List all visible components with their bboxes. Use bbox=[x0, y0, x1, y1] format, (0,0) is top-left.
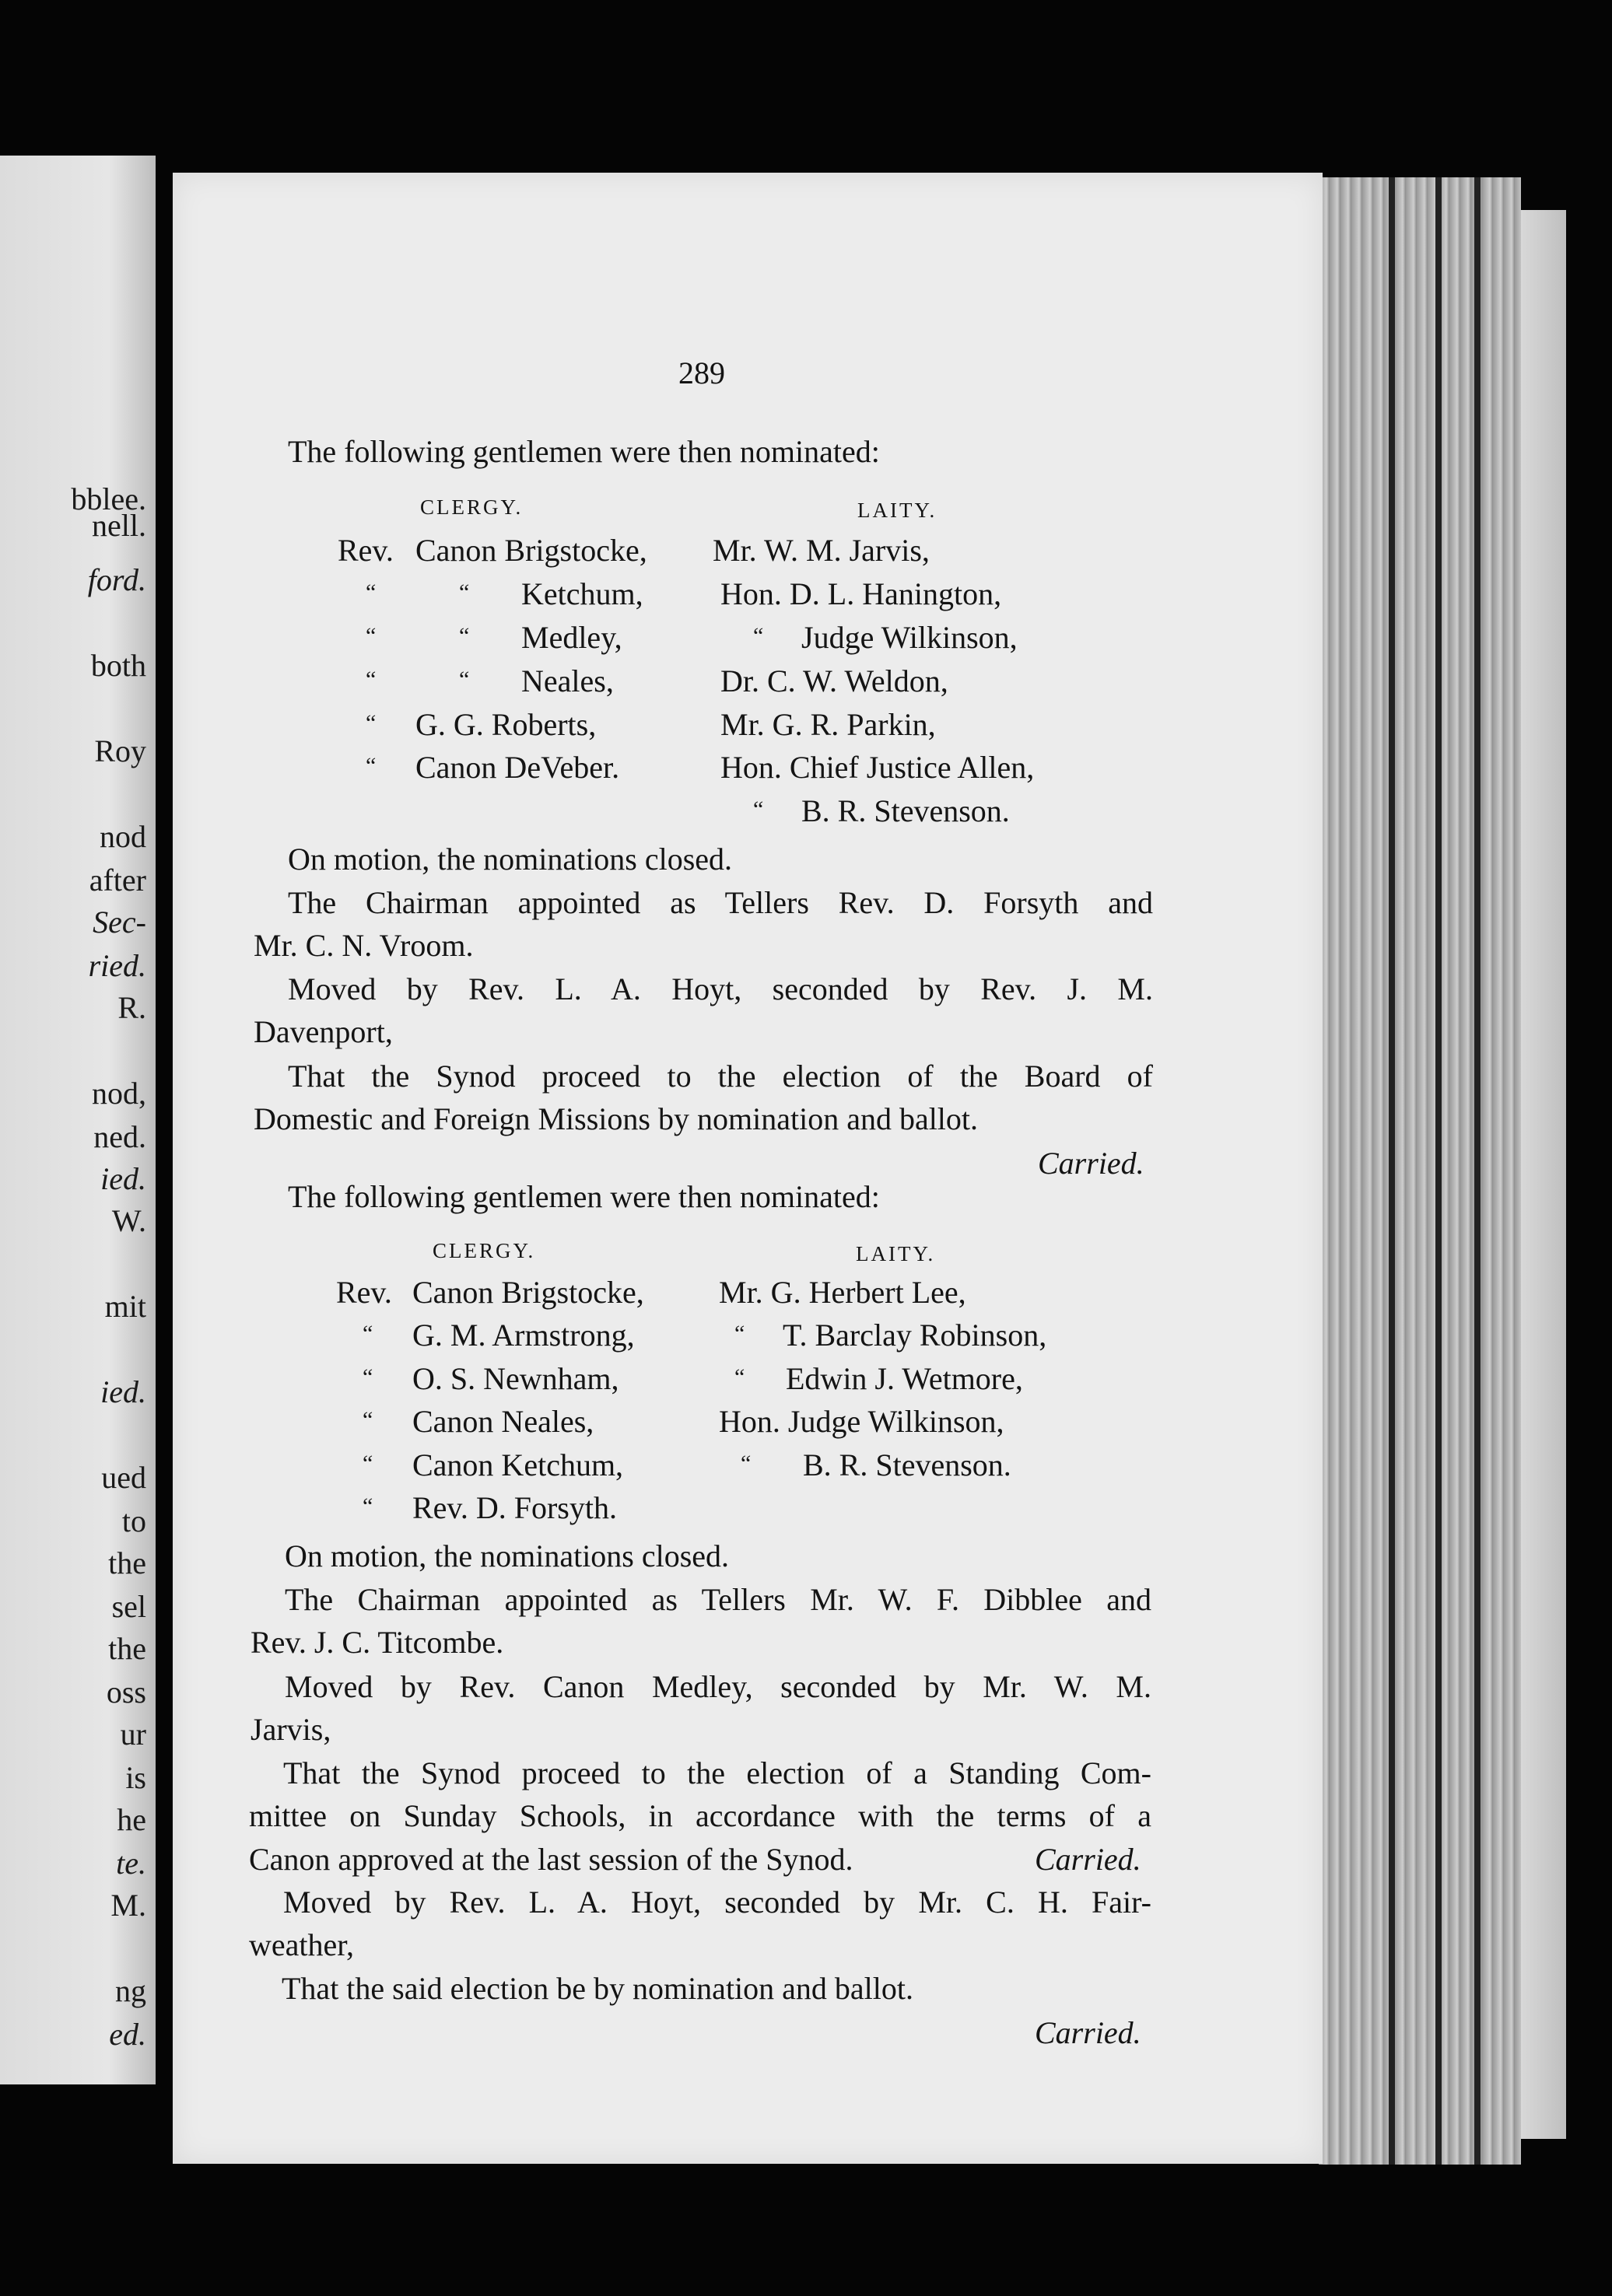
ditto-mark: “ bbox=[459, 667, 470, 692]
left-fragment: ur bbox=[120, 1717, 146, 1752]
ditto-mark: “ bbox=[363, 1321, 373, 1346]
laity-name: Mr. W. M. Jarvis, bbox=[713, 533, 930, 568]
left-page-fragment bbox=[0, 156, 156, 2084]
paragraph-text: On motion, the nominations closed. bbox=[285, 1538, 730, 1573]
left-fragment: W. bbox=[111, 1203, 146, 1238]
ditto-mark: “ bbox=[363, 1493, 373, 1519]
laity-name: Hon. Judge Wilkinson, bbox=[719, 1404, 1004, 1439]
paragraph-text: Moved by Rev. L. A. Hoyt, seconded by Mr. C. H. Fair- bbox=[283, 1885, 1151, 1920]
laity-name: B. R. Stevenson. bbox=[801, 793, 1010, 828]
clergy-name: O. S. Newnham, bbox=[412, 1361, 619, 1396]
laity-name: Mr. G. R. Parkin, bbox=[720, 707, 936, 742]
page-edge-outer bbox=[1521, 210, 1566, 2139]
paragraph-text: The Chairman appointed as Tellers Mr. W. F. Dibblee and bbox=[285, 1582, 1151, 1617]
left-fragment: ned. bbox=[93, 1119, 146, 1154]
left-fragment: the bbox=[108, 1631, 146, 1666]
laity-header-2: LAITY. bbox=[856, 1242, 936, 1265]
paragraph-text: That the said election be by nomination and ballot. bbox=[282, 1971, 914, 2006]
nomination-intro-2: The following gentlemen were then nominated: bbox=[288, 1179, 880, 1214]
clergy-name: Canon Ketchum, bbox=[412, 1447, 624, 1482]
ditto-mark: “ bbox=[363, 1407, 373, 1433]
laity-name: T. Barclay Robinson, bbox=[783, 1318, 1047, 1353]
left-fragment: oss bbox=[106, 1675, 146, 1710]
ditto-mark: “ bbox=[366, 623, 377, 649]
ditto-mark: “ bbox=[366, 667, 377, 692]
clergy-name: Canon Brigstocke, bbox=[415, 533, 647, 568]
ditto-mark: “ bbox=[753, 623, 764, 649]
laity-header-1: LAITY. bbox=[857, 499, 937, 522]
laity-name: Edwin J. Wetmore, bbox=[786, 1361, 1023, 1396]
paragraph-text: That the Synod proceed to the election of the Board of bbox=[288, 1059, 1153, 1094]
clergy-name: Medley, bbox=[521, 620, 622, 655]
paragraph-text: mittee on Sunday Schools, in accordance with the terms of a bbox=[249, 1798, 1151, 1833]
clergy-name: Rev. D. Forsyth. bbox=[412, 1490, 617, 1525]
laity-name: Judge Wilkinson, bbox=[801, 620, 1018, 655]
left-fragment: ford. bbox=[87, 562, 146, 597]
carried-note: Carried. bbox=[1035, 1842, 1141, 1877]
paragraph-text: On motion, the nominations closed. bbox=[288, 842, 733, 877]
left-fragment: mit bbox=[104, 1289, 146, 1324]
paragraph-text: Rev. J. C. Titcombe. bbox=[251, 1625, 504, 1660]
left-fragment: he bbox=[117, 1802, 146, 1837]
left-fragment: R. bbox=[117, 990, 146, 1025]
clergy-name: Canon DeVeber. bbox=[415, 750, 620, 785]
left-fragment: bblee. bbox=[71, 481, 146, 516]
clergy-prefix: Rev. bbox=[336, 1275, 392, 1310]
left-fragment: ed. bbox=[109, 2017, 146, 2052]
laity-name: Hon. D. L. Hanington, bbox=[720, 576, 1002, 611]
carried-note: Carried. bbox=[1038, 1146, 1144, 1181]
clergy-name: Canon Neales, bbox=[412, 1404, 594, 1439]
clergy-name: G. M. Armstrong, bbox=[412, 1318, 635, 1353]
paragraph-text: Mr. C. N. Vroom. bbox=[254, 928, 474, 963]
paragraph-text: Moved by Rev. L. A. Hoyt, seconded by Rev. J. M. bbox=[288, 971, 1153, 1006]
paragraph-text: Davenport, bbox=[254, 1014, 393, 1049]
ditto-mark: “ bbox=[459, 579, 470, 605]
paragraph-text: The Chairman appointed as Tellers Rev. D. Forsyth and bbox=[288, 885, 1153, 920]
ditto-mark: “ bbox=[363, 1451, 373, 1476]
ditto-mark: “ bbox=[741, 1451, 752, 1476]
laity-name: Mr. G. Herbert Lee, bbox=[719, 1275, 966, 1310]
left-fragment: sel bbox=[111, 1589, 146, 1624]
paragraph-text: That the Synod proceed to the election of a Standing Com- bbox=[283, 1755, 1151, 1790]
paragraph-text: Jarvis, bbox=[251, 1712, 331, 1747]
laity-name: Hon. Chief Justice Allen, bbox=[720, 750, 1035, 785]
ditto-mark: “ bbox=[366, 710, 377, 736]
left-fragment: nell. bbox=[92, 508, 146, 543]
ditto-mark: “ bbox=[734, 1364, 745, 1390]
left-fragment: Sec- bbox=[93, 905, 146, 940]
nomination-intro-1: The following gentlemen were then nominated: bbox=[288, 434, 880, 469]
left-fragment: nod bbox=[100, 819, 146, 854]
clergy-name: G. G. Roberts, bbox=[415, 707, 597, 742]
ditto-mark: “ bbox=[363, 1364, 373, 1390]
left-fragment: is bbox=[125, 1760, 146, 1795]
paragraph-text: Canon approved at the last session of the Synod. bbox=[249, 1842, 853, 1877]
page-edges bbox=[1319, 177, 1521, 2165]
ditto-mark: “ bbox=[366, 579, 377, 605]
laity-name: B. R. Stevenson. bbox=[803, 1447, 1011, 1482]
ditto-mark: “ bbox=[366, 753, 377, 779]
left-fragment: ied. bbox=[100, 1374, 146, 1409]
left-fragment: to bbox=[121, 1503, 146, 1538]
left-fragment: ued bbox=[101, 1460, 146, 1495]
left-fragment: Roy bbox=[94, 733, 146, 768]
clergy-name: Neales, bbox=[521, 663, 614, 698]
paragraph-text: Moved by Rev. Canon Medley, seconded by Mr. W. M. bbox=[285, 1669, 1151, 1704]
left-fragment: after bbox=[89, 863, 146, 898]
ditto-mark: “ bbox=[459, 623, 470, 649]
paragraph-text: weather, bbox=[249, 1927, 354, 1962]
left-fragment: te. bbox=[116, 1846, 146, 1881]
left-fragment: ried. bbox=[88, 948, 146, 983]
clergy-header-1: CLERGY. bbox=[420, 495, 524, 519]
clergy-name: Canon Brigstocke, bbox=[412, 1275, 644, 1310]
clergy-prefix: Rev. bbox=[338, 533, 394, 568]
clergy-header-2: CLERGY. bbox=[433, 1239, 536, 1262]
paragraph-text: Domestic and Foreign Missions by nomination and ballot. bbox=[254, 1101, 979, 1136]
left-fragment: ng bbox=[115, 1973, 146, 2008]
left-fragment: both bbox=[90, 648, 146, 683]
page-number: 289 bbox=[678, 355, 725, 390]
ditto-mark: “ bbox=[734, 1321, 745, 1346]
ditto-mark: “ bbox=[753, 796, 764, 822]
laity-name: Dr. C. W. Weldon, bbox=[720, 663, 948, 698]
left-fragment: nod, bbox=[92, 1076, 146, 1111]
left-fragment: ied. bbox=[100, 1161, 146, 1196]
left-fragment: M. bbox=[110, 1888, 146, 1923]
carried-note: Carried. bbox=[1035, 2015, 1141, 2050]
left-fragment: the bbox=[108, 1545, 146, 1580]
clergy-name: Ketchum, bbox=[521, 576, 643, 611]
